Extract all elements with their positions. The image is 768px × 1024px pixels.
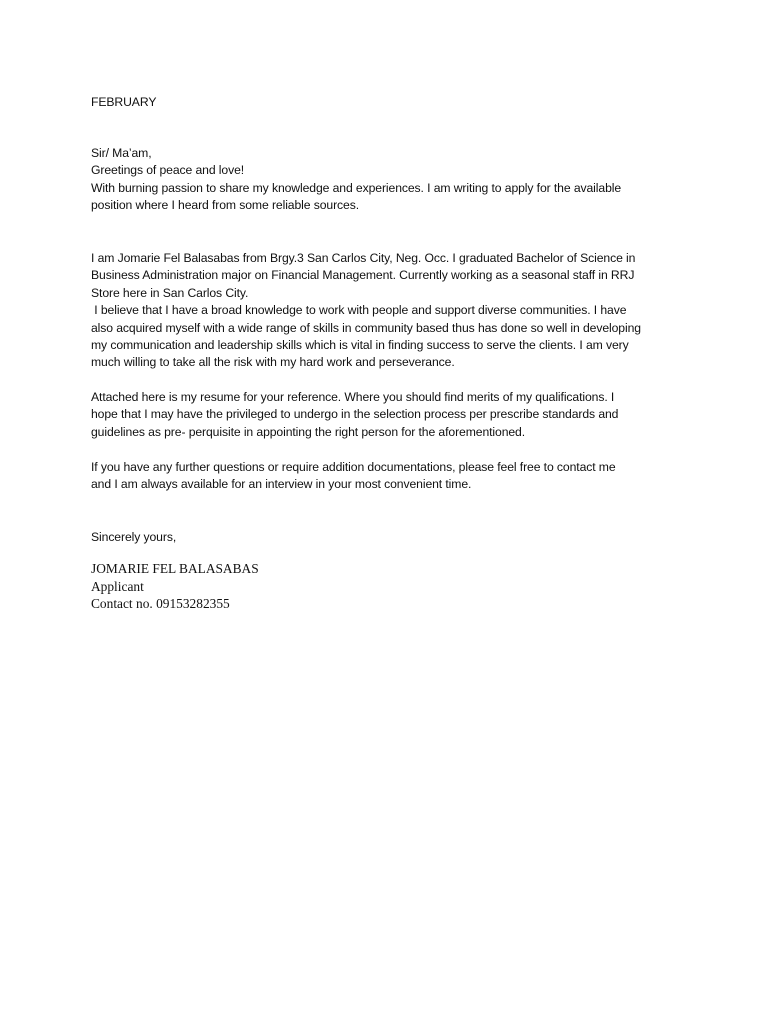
closing: [91, 529, 691, 546]
signatory-name: JOMARIE FEL BALASABAS: [91, 561, 259, 576]
paragraph-line: Business Administration major on Financial Management. Currently working as a seasonal staff in RRJ: [91, 268, 635, 283]
date-text: FEBRUARY: [91, 95, 157, 109]
paragraph-line: Store here in San Carlos City.: [91, 285, 249, 300]
salutation: Sir/ Ma’am,: [91, 146, 152, 160]
paragraph-line: guidelines as pre- perquisite in appointing the right person for the aforementioned.: [91, 424, 526, 439]
signature-block: [91, 560, 691, 613]
intro-line: With burning passion to share my knowledge and experiences. I am writing to apply for the available: [91, 180, 622, 195]
paragraph-line: Attached here is my resume for your reference. Where you should find merits of my qualifications. I: [91, 390, 615, 404]
paragraph-line: I believe that I have a broad knowledge to work with people and support diverse communities. I have: [91, 303, 627, 318]
paragraph-line: If you have any further questions or require addition documentations, please feel free to contact me: [91, 460, 616, 474]
paragraph-line: and I am always available for an interview in your most convenient time.: [91, 477, 472, 492]
signatory-title: Applicant: [91, 578, 144, 594]
body-paragraph-3: [91, 459, 691, 494]
letter-opening: [91, 145, 691, 215]
intro-line: Greetings of peace and love!: [91, 163, 245, 178]
body-paragraph-2: [91, 389, 691, 441]
paragraph-line: I am Jomarie Fel Balasabas from Brgy.3 San Carlos City, Neg. Occ. I graduated Bachelor of Science in: [91, 251, 636, 265]
paragraph-line: also acquired myself with a wide range of skills in community based thus has done so well in developing: [91, 320, 641, 335]
paragraph-line: my communication and leadership skills which is vital in finding success to serve the clients. I am very: [91, 338, 629, 353]
letter-date: [91, 94, 691, 111]
contact-number: Contact no. 09153282355: [91, 596, 230, 612]
body-paragraph-1: [91, 250, 691, 372]
closing-text: Sincerely yours,: [91, 530, 177, 544]
intro-line: position where I heard from some reliable sources.: [91, 198, 359, 213]
paragraph-line: hope that I may have the privileged to undergo in the selection process per prescribe standards and: [91, 407, 619, 422]
paragraph-line: much willing to take all the risk with my hard work and perseverance.: [91, 355, 455, 370]
